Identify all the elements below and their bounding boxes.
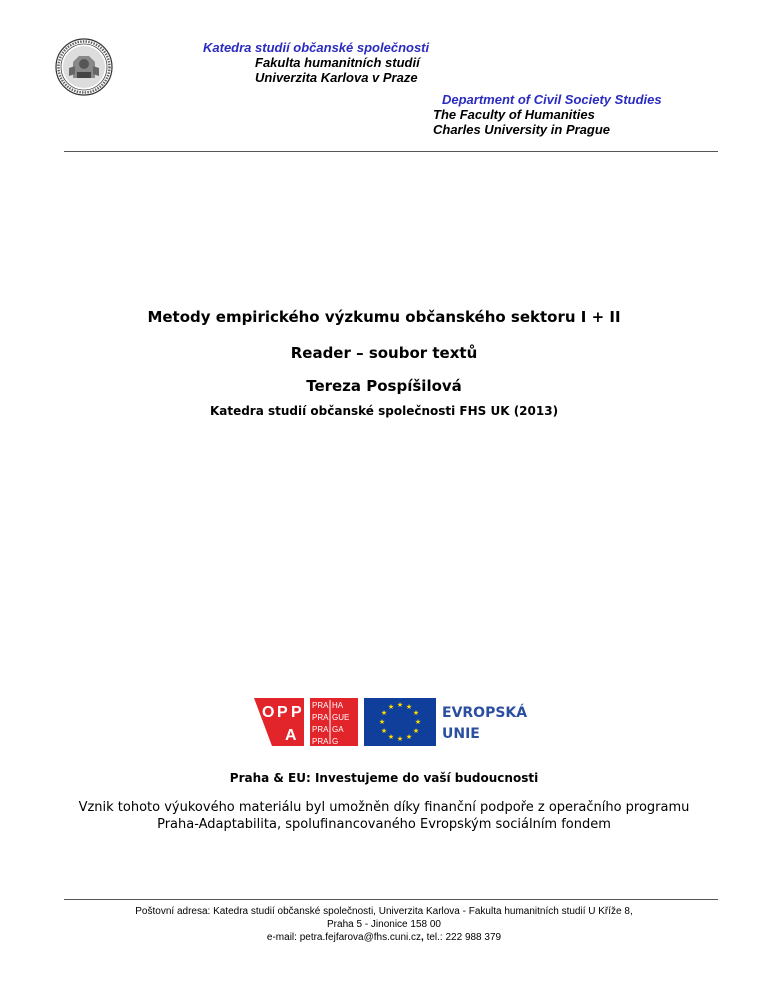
header-cz-university: Univerzita Karlova v Praze	[255, 70, 418, 85]
header-en-university: Charles University in Prague	[433, 122, 611, 137]
svg-text:★: ★	[412, 709, 420, 717]
funding-note	[0, 799, 768, 833]
footer-address	[0, 905, 768, 944]
footer-divider	[64, 899, 718, 900]
header-english	[433, 92, 662, 137]
svg-text:★: ★	[414, 718, 422, 726]
eu-text-line2: UNIE	[442, 726, 480, 742]
svg-text:★: ★	[380, 727, 388, 735]
svg-text:★: ★	[387, 703, 395, 711]
svg-text:★: ★	[387, 733, 395, 741]
document-title: Metody empirického výzkumu občanského sektoru I + II	[147, 308, 621, 326]
svg-text:★: ★	[396, 735, 404, 743]
header-divider	[64, 151, 718, 152]
funding-note-line2: Praha-Adaptabilita, spolufinancovaného Evropským sociálním fondem	[157, 817, 611, 832]
svg-text:★: ★	[378, 718, 386, 726]
header-cz-department: Katedra studií občanské společnosti	[203, 40, 430, 55]
document-author: Tereza Pospíšilová	[306, 377, 462, 395]
opp-o: O	[262, 704, 275, 721]
footer-line2: Praha 5 - Jinonice 158 00	[327, 919, 441, 930]
funding-motto: Praha & EU: Investujeme do vaší budoucnosti	[229, 771, 539, 785]
header-en-department: Department of Civil Society Studies	[442, 92, 662, 107]
svg-text:★: ★	[412, 727, 420, 735]
header-en-faculty: The Faculty of Humanities	[433, 107, 595, 122]
opp-a: A	[285, 727, 297, 744]
header-czech	[203, 40, 429, 85]
praha-r2-b: GUE	[332, 713, 350, 722]
opp-p2: P	[291, 704, 302, 721]
footer-email: e-mail: petra.fejfarova@fhs.cuni.cz	[266, 932, 422, 943]
footer-phone: tel.: 222 988 379	[426, 932, 502, 943]
svg-text:★: ★	[396, 701, 404, 709]
funding-logos	[254, 698, 534, 746]
praha-r4-a: PRA	[312, 737, 329, 746]
praha-r3-b: GA	[332, 725, 344, 734]
eu-flag-icon	[364, 698, 436, 746]
opp-p1: P	[277, 704, 288, 721]
praha-r1-a: PRA	[312, 701, 329, 710]
eu-text-line1: EVROPSKÁ	[442, 705, 528, 721]
funding-note-line1: Vznik tohoto výukového materiálu byl umožněn díky finanční podpoře z operačního programu	[78, 800, 690, 815]
header-cz-faculty: Fakulta humanitních studií	[255, 55, 420, 70]
footer-contact: e-mail: petra.fejfarova@fhs.cuni.cz, tel.: 222 988 379	[266, 932, 502, 943]
document-department-year: Katedra studií občanské společnosti FHS UK (2013)	[209, 404, 559, 418]
document-subtitle: Reader – soubor textů	[290, 344, 478, 362]
praha-r1-b: HA	[332, 701, 344, 710]
praha-r2-a: PRA	[312, 713, 329, 722]
oppa-logo	[254, 698, 304, 746]
footer-line1: Poštovní adresa: Katedra studií občanské společnosti, Univerzita Karlova - Fakulta humanitních studií U Kříže 8,	[135, 906, 633, 917]
svg-text:★: ★	[405, 733, 413, 741]
praha-logo	[310, 698, 358, 746]
praha-r3-a: PRA	[312, 725, 329, 734]
university-seal-icon	[55, 38, 113, 96]
svg-text:★: ★	[405, 703, 413, 711]
svg-text:★: ★	[380, 709, 388, 717]
praha-r4-b: G	[332, 737, 339, 746]
